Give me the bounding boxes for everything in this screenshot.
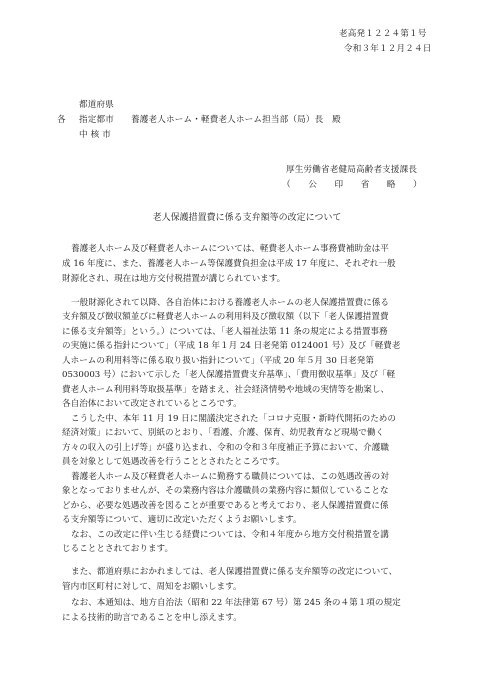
body-line: る支弁額等について、適切に改定いただくようお願いします。 — [62, 515, 302, 525]
addressee-line-3: 中 核 市 — [79, 130, 111, 140]
addressee-recipient: 養護老人ホーム・軽費老人ホーム担当部（局）長 殿 — [131, 115, 341, 125]
body-line: また、都道府県におかれましては、老人保護措置費に係る支弁額等の改定について、 — [71, 567, 398, 577]
body-line: 支弁額及び徴収額並びに軽費老人ホームの利用料及び徴収額（以下「老人保護措置費 — [62, 312, 389, 322]
document-number: 老高発１２２４第１号 — [339, 29, 427, 39]
body-line: 経済対策」において、別紙のとおり、「看護、介護、保育、幼児教育など現場で働く — [62, 428, 385, 438]
body-line: 養護老人ホーム及び軽費老人ホームに勤務する職員については、この処遇改善の対 — [71, 472, 389, 482]
body-line: 財源化され、現在は地方交付税措置が講じられています。 — [62, 274, 286, 284]
addressee-line-1: 都道府県 — [79, 100, 114, 110]
body-line: こうした中、本年 11 月 19 日に閣議決定された「コロナ克服・新時代開拓のための — [71, 414, 396, 424]
body-line: なお、本通知は、地方自治法（昭和 22 年法律第 67 号）第 245 条の４第１項の規定 — [71, 598, 401, 608]
body-line: じることとされております。 — [62, 544, 174, 554]
body-line: どから、必要な処遇改善を図ることが重要であると考えており、老人保護措置費に係 — [62, 501, 389, 511]
body-line: なお、この改定に伴い生じる経費については、令和４年度から地方交付税措置を講 — [71, 530, 389, 540]
body-line: 養護老人ホーム及び軽費老人ホームについては、軽費老人ホーム事務費補助金は平 — [71, 244, 389, 254]
body-line: 一般財源化されて以降、各自治体における養護老人ホームの老人保護措置費に係る — [71, 298, 389, 308]
body-line: 員を対象として処遇改善を行うこととされたところです。 — [62, 457, 285, 467]
body-line: 成 16 年度に、また、養護老人ホーム等保護費負担金は平成 17 年度に、それぞれ一般 — [62, 259, 396, 269]
sender-name: 厚生労働省老健局高齢者支援課長 — [286, 165, 418, 175]
body-line: の実施に係る指針について」（平成 18 年１月 24 日老発第 0124001 号）及び「軽費老 — [62, 341, 401, 351]
sender-seal-omitted: （ 公 印 省 略 ） — [282, 180, 422, 190]
addressee-prefix: 各 — [57, 115, 66, 125]
body-line: 費老人ホーム利用料等取扱基準」を踏まえ、社会経済情勢や地域の実情等を勘案し、 — [62, 385, 390, 395]
body-line: 0530003 号）において示した「老人保護措置費支弁基準」、「費用徴収基準」及び「軽 — [62, 370, 396, 380]
addressee-line-2: 指定都市 — [79, 115, 114, 125]
document-date: 令和３年１２月２４日 — [344, 44, 432, 54]
document-title: 老人保護措置費に係る支弁額等の改定について — [152, 213, 342, 223]
body-line: に係る支弁額等」という。）については、「老人福祉法第 11 条の規定による措置事務 — [62, 327, 388, 337]
body-line: 人ホームの利用料等に係る取り扱い指針について」（平成 20 年５月 30 日老発第 — [62, 356, 374, 366]
body-line: 管内市区町村に対して、周知をお願いします。 — [62, 582, 242, 592]
body-line: による技術的助言であることを申し添えます。 — [62, 613, 242, 623]
body-line: 象となっておりませんが、その業務内容は介護職員の業務内容に類似していることな — [62, 486, 389, 496]
body-line: 各自治体において改定されているところです。 — [62, 399, 242, 409]
body-line: 方々の収入の引上げ等」が盛り込まれ、令和の令和３年度補正予算において、介護職 — [62, 443, 389, 453]
